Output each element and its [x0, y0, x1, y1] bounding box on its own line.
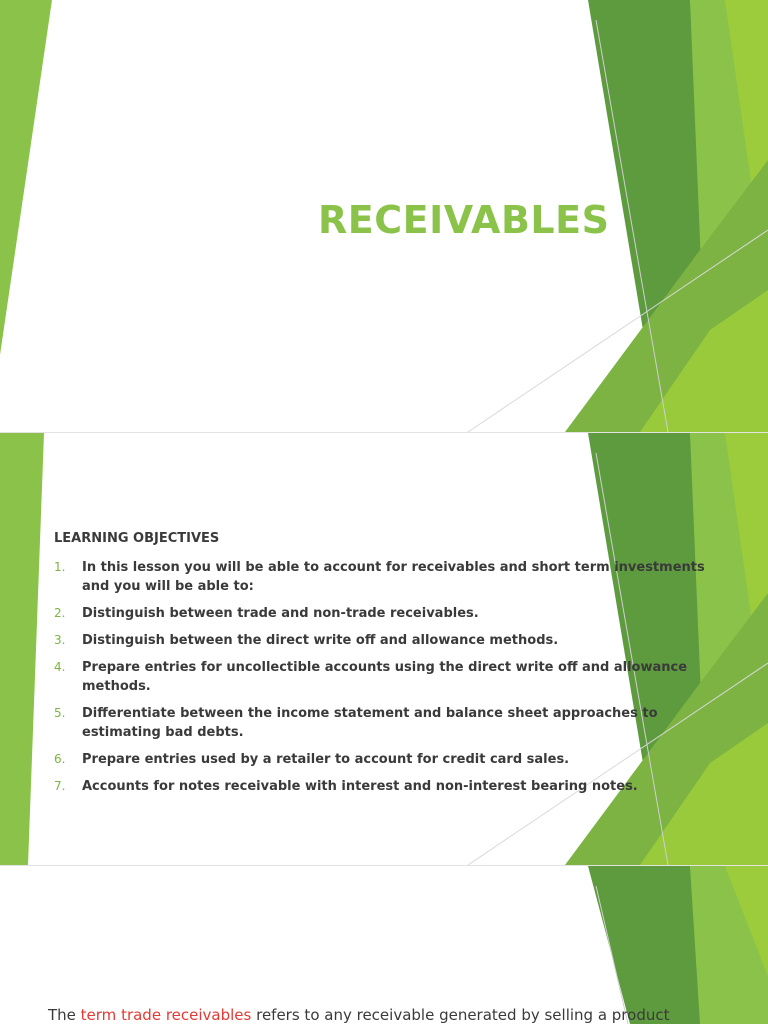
objective-number: 6.: [54, 752, 66, 766]
objective-item: [54, 777, 724, 796]
objective-item: [54, 750, 724, 769]
objective-text: Prepare entries used by a retailer to account for credit card sales.: [82, 752, 570, 767]
objective-item: [54, 704, 724, 742]
slide-title-text: RECEIVABLES: [318, 198, 610, 242]
highlighted-term: term trade receivables: [80, 1006, 252, 1024]
objective-item: [54, 558, 724, 596]
green-triangle-decoration: [0, 866, 768, 1024]
objective-number: 4.: [54, 660, 66, 674]
slide-learning-objectives: [0, 433, 768, 865]
objectives-list: [54, 558, 724, 804]
objective-item: [54, 631, 724, 650]
paragraph-text-start: The: [48, 1006, 81, 1024]
objective-text: Distinguish between trade and non-trade receivables.: [82, 606, 479, 621]
paragraph-text-end: refers to any receivable generated by selling a product: [251, 1006, 670, 1024]
objective-text: In this lesson you will be able to account for receivables and short term investments and you will be able to:: [82, 560, 705, 594]
objective-item: [54, 604, 724, 623]
slide-title: [0, 0, 768, 432]
objective-text: Prepare entries for uncollectible accounts using the direct write off and allowance methods.: [82, 660, 688, 694]
objective-number: 1.: [54, 560, 66, 574]
objective-number: 2.: [54, 606, 66, 620]
objective-number: 5.: [54, 706, 66, 720]
objective-number: 3.: [54, 633, 66, 647]
trade-receivables-paragraph: [48, 1006, 669, 1024]
objective-number: 7.: [54, 779, 66, 793]
objective-text: Accounts for notes receivable with interest and non-interest bearing notes.: [82, 779, 638, 794]
objective-text: Distinguish between the direct write off and allowance methods.: [82, 633, 559, 648]
objective-text: Differentiate between the income statement and balance sheet approaches to estimating bad debts.: [82, 706, 658, 740]
objective-item: [54, 658, 724, 696]
objectives-heading: LEARNING OBJECTIVES: [54, 531, 220, 546]
slide-trade-receivables: [0, 866, 768, 1024]
